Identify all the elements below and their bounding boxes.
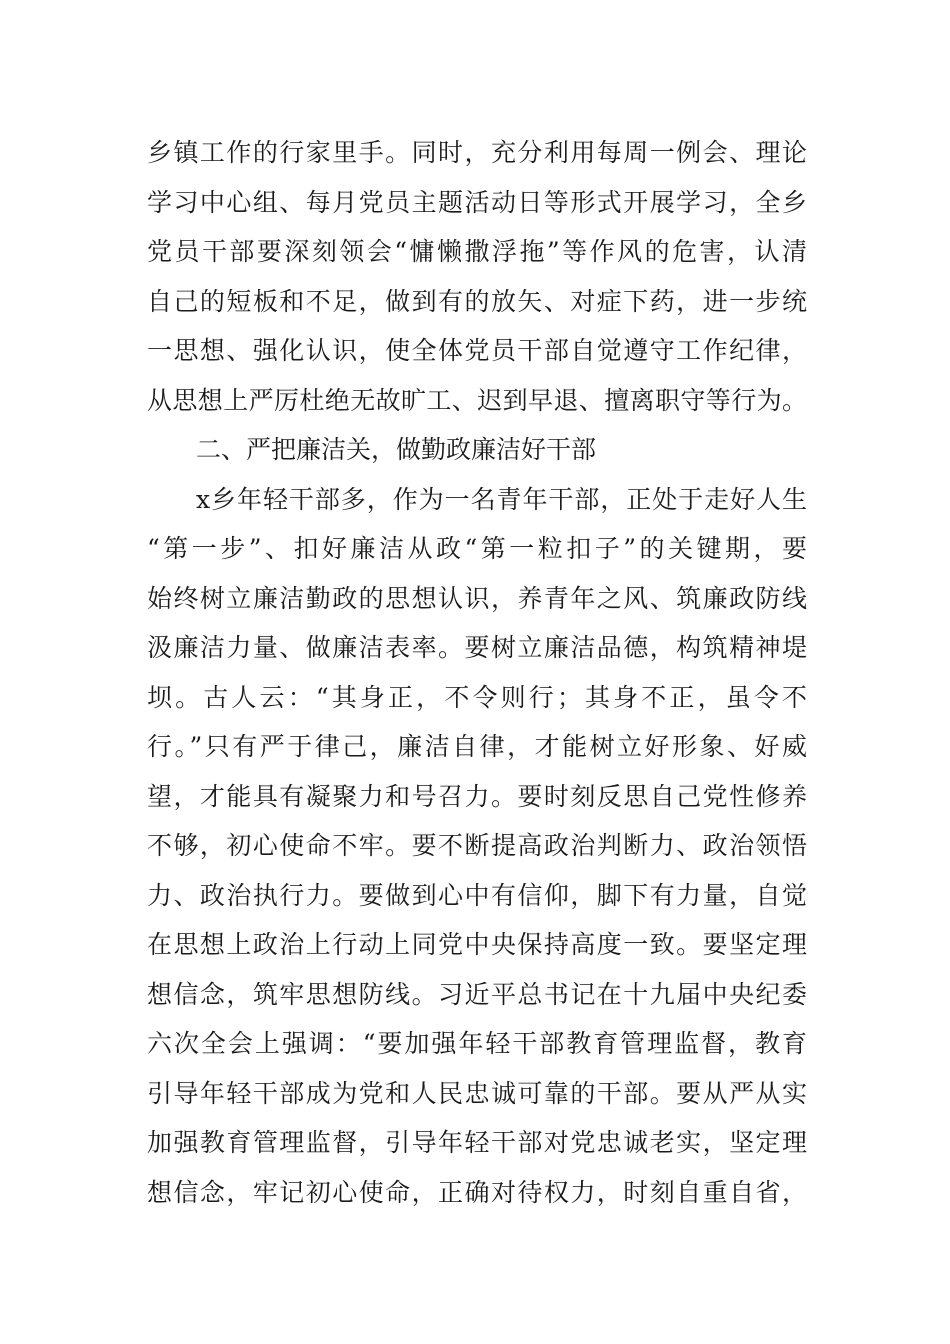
paragraph-line-22: 想信念，牢记初心使命，正确对待权力，时刻自重自省， — [147, 1178, 807, 1207]
paragraph-line-14: 望，才能具有凝聚力和号召力。要时刻反思自己党性修养 — [147, 782, 807, 811]
paragraph-line-5: 一思想、强化认识，使全体党员干部自觉遵守工作纪律， — [147, 336, 807, 365]
section-heading: 二、严把廉洁关，做勤政廉洁好干部 — [196, 435, 597, 464]
paragraph-line-13: 行。”只有严于律己，廉洁自律，才能树立好形象、好威 — [147, 732, 807, 761]
paragraph-line-20: 引导年轻干部成为党和人民忠诚可靠的干部。要从严从实 — [147, 1079, 807, 1108]
paragraph-line-18: 想信念，筑牢思想防线。习近平总书记在十九届中央纪委 — [147, 980, 807, 1009]
paragraph-line-19: 六次全会上强调：“要加强年轻干部教育管理监督，教育 — [147, 1029, 807, 1058]
paragraph-line-3: 党员干部要深刻领会“慵懒撒浮拖”等作风的危害，认清 — [147, 237, 807, 266]
paragraph-line-11: 汲廉洁力量、做廉洁表率。要树立廉洁品德，构筑精神堤 — [147, 633, 807, 662]
paragraph-line-8: x乡年轻干部多，作为一名青年干部，正处于走好人生 — [196, 485, 807, 514]
paragraph-line-6: 从思想上严厉杜绝无故旷工、迟到早退、擅离职守等行为。 — [147, 386, 807, 415]
paragraph-line-12: 坝。古人云：“其身正，不令则行；其身不正，虽令不 — [147, 683, 807, 712]
paragraph-line-10: 始终树立廉洁勤政的思想认识，养青年之风、筑廉政防线 — [147, 584, 807, 613]
paragraph-line-4: 自己的短板和不足，做到有的放矢、对症下药，进一步统 — [147, 287, 807, 316]
paragraph-line-9: “第一步”、扣好廉洁从政“第一粒扣子”的关键期，要 — [147, 534, 807, 563]
paragraph-line-1: 乡镇工作的行家里手。同时，充分利用每周一例会、理论 — [147, 138, 807, 167]
paragraph-line-2: 学习中心组、每月党员主题活动日等形式开展学习，全乡 — [147, 188, 807, 217]
paragraph-line-16: 力、政治执行力。要做到心中有信仰，脚下有力量，自觉 — [147, 881, 807, 910]
paragraph-line-17: 在思想上政治上行动上同党中央保持高度一致。要坚定理 — [147, 930, 807, 959]
paragraph-line-15: 不够，初心使命不牢。要不断提高政治判断力、政治领悟 — [147, 831, 807, 860]
paragraph-line-21: 加强教育管理监督，引导年轻干部对党忠诚老实，坚定理 — [147, 1128, 807, 1157]
